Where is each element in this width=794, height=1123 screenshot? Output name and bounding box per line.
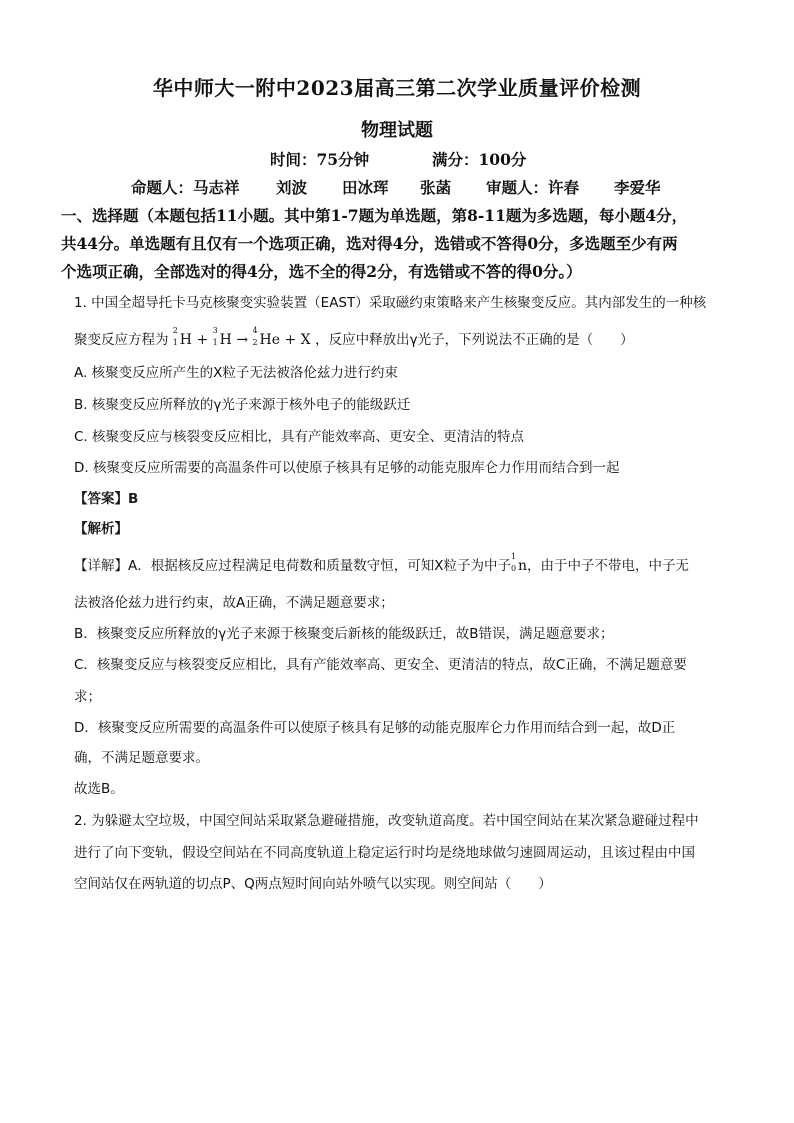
he4-nuclide-numbers: 4 2 bbox=[252, 326, 258, 347]
reviewer-1: 审题人：许春 bbox=[486, 178, 580, 197]
setter-3: 田冰珲 bbox=[342, 178, 389, 197]
exam-score: 满分：100分 bbox=[432, 150, 527, 169]
q2-stem-line-2: 进行了向下变轨，假设空间站在不同高度轨道上稳定运行时均是绕地球做匀速圆周运动，且该过程由中国 bbox=[74, 845, 695, 861]
q1-detail-line-5: 求； bbox=[74, 689, 101, 705]
q1-conclusion: 故选B。 bbox=[74, 781, 124, 797]
q2-stem-line-1: 2. 为躲避太空垃圾，中国空间站采取紧急避碰措施，改变轨道高度。若中国空间站在某次紧急避碰过程中 bbox=[74, 813, 699, 829]
q2-stem-line-3: 空间站仅在两轨道的切点P、Q两点短时间向站外喷气以实现。则空间站（ ） bbox=[74, 876, 552, 892]
setter-4: 张菡 bbox=[420, 178, 452, 197]
section-instructions-line-1: 一、选择题（本题包括11小题。其中第1-7题为单选题，第8-11题为多选题，每小题4分， bbox=[61, 206, 688, 225]
reviewer-2: 李爱华 bbox=[614, 178, 661, 197]
q1-answer: 【答案】B bbox=[74, 491, 139, 507]
neutron-symbol: 1 0 n bbox=[510, 552, 528, 574]
reaction-arrow-icon: → bbox=[236, 332, 249, 348]
h2-nuclide-numbers: 2 1 bbox=[172, 326, 178, 347]
subject-title: 物理试题 bbox=[361, 120, 433, 141]
q1-stem-line-1: 1. 中国全超导托卡马克核聚变实验装置（EAST）采取磁约束策略来产生核聚变反应。其内部发生的一种核 bbox=[74, 295, 707, 311]
q1-option-a: A. 核聚变反应所产生的X粒子无法被洛伦兹力进行约束 bbox=[74, 365, 398, 381]
h3-nuclide-numbers: 3 1 bbox=[212, 326, 218, 347]
q1-stem-line-2 bbox=[74, 328, 634, 348]
q1-detail-line-6: D．核聚变反应所需要的高温条件可以使原子核具有足够的动能克服库仑力作用而结合到一起，故D正 bbox=[74, 720, 676, 736]
q1-stem-prefix: 聚变反应方程为 bbox=[74, 332, 169, 348]
q1-option-d: D. 核聚变反应所需要的高温条件可以使原子核具有足够的动能克服库仑力作用而结合到一起 bbox=[74, 460, 620, 476]
setter-1: 命题人：马志祥 bbox=[131, 178, 240, 197]
q1-stem-suffix: ，反应中释放出γ光子，下列说法不正确的是（ ） bbox=[315, 332, 634, 348]
exam-time: 时间：75分钟 bbox=[270, 150, 370, 169]
fusion-equation: 2 1 H + 3 1 H → 4 2 He + X bbox=[172, 326, 311, 348]
q1-detail-line-4: C．核聚变反应与核裂变反应相比，具有产能效率高、更安全、更清洁的特点，故C正确，不满足题意要 bbox=[74, 657, 687, 673]
section-instructions-line-3: 个选项正确，全部选对的得4分，选不全的得2分，有选错或不答的得0分。） bbox=[61, 262, 582, 281]
setter-2: 刘波 bbox=[276, 178, 308, 197]
q1-detail-line-7: 确，不满足题意要求。 bbox=[74, 750, 209, 766]
q1-analysis-label: 【解析】 bbox=[74, 521, 128, 537]
q1-detail-line-1: 【详解】A．根据核反应过程满足电荷数和质量数守恒，可知X粒子为中子 1 0 n，由于中子不带电，中子无 bbox=[74, 552, 690, 574]
q1-option-b: B. 核聚变反应所释放的γ光子来源于核外电子的能级跃迁 bbox=[74, 397, 411, 413]
q1-option-c: C. 核聚变反应与核裂变反应相比，具有产能效率高、更安全、更清洁的特点 bbox=[74, 429, 525, 445]
exam-title: 华中师大一附中2023届高三第二次学业质量评价检测 bbox=[152, 76, 642, 100]
q1-detail-line-3: B．核聚变反应所释放的γ光子来源于核聚变后新核的能级跃迁，故B错误，满足题意要求； bbox=[74, 626, 614, 642]
q1-detail-line-2: 法被洛伦兹力进行约束，故A正确，不满足题意要求； bbox=[74, 595, 394, 611]
section-instructions-line-2: 共44分。单选题有且仅有一个选项正确，选对得4分，选错或不答得0分，多选题至少有两 bbox=[61, 234, 678, 253]
